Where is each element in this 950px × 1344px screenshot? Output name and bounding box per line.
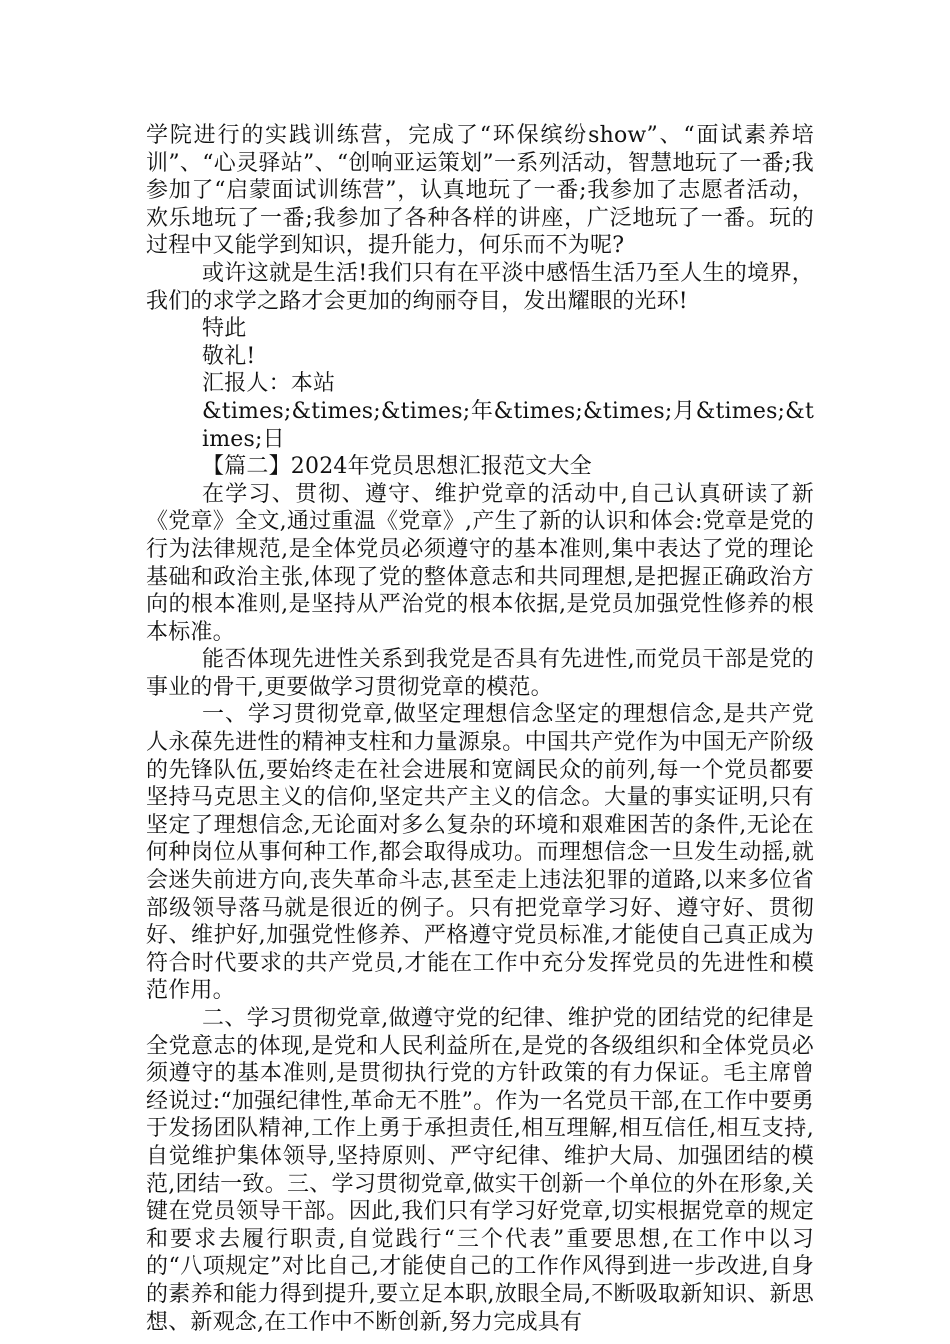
date-line: &times;&times;&times;年&times;&times;月&times;&times;日 xyxy=(202,398,814,452)
paragraph-advanced-nature: 能否体现先进性关系到我党是否具有先进性,而党员干部是党的事业的骨干,更要做学习贯彻党章的模范。 xyxy=(146,647,814,700)
section-title-part-two: 【篇二】2024年党员思想汇报范文大全 xyxy=(202,454,592,480)
paragraph-discipline-and-unity: 二、学习贯彻党章,做遵守党的纪律、维护党的团结党的纪律是全党意志的体现,是党和人民利益所在,是党的各级组织和全体党员必须遵守的基本准则,是贯彻执行党的方针政策的有力保证。毛主席曾经说过:“加强纪律性,革命无不胜”。作为一名党员干部,在工作中要勇于发扬团队精神,工作上勇于承担责任,相互理解,相互信任,相互支持,自觉维护集体领导,坚持原则、严守纪律、维护大局、加强团结的模范,团结一致。三、学习贯彻党章,做实干创新一个单位的外在形象,关键在党员领导干部。因此,我们只有学习好党章,切实根据党章的规定和要求去履行职责,自觉践行“三个代表”重要思想,在工作中以习的“八项规定”对比自己,才能使自己的工作作风得到进一步改进,自身的素养和能力得到提升,要立足本职,放眼全局,不断吸取新知识、新思想、新观念,在工作中不断创新,努力完成具有 xyxy=(146,1006,814,1335)
reporter-line: 汇报人：本站 xyxy=(202,371,336,397)
paragraph-life-reflection: 或许这就是生活!我们只有在平淡中感悟生活乃至人生的境界，我们的求学之路才会更加的绚丽夺目，发出耀眼的光环! xyxy=(146,260,814,314)
closing-salute: 敬礼! xyxy=(202,343,256,369)
paragraph-practice-camp: 学院进行的实践训练营，完成了“环保缤纷show”、“面试素养培训”、“心灵驿站”、“创响亚运策划”一系列活动，智慧地玩了一番;我参加了“启蒙面试训练营”，认真地玩了一番;我参加了志愿者活动，欢乐地玩了一番;我参加了各种各样的讲座，广泛地玩了一番。玩的过程中又能学到知识，提升能力，何乐而不为呢? xyxy=(146,123,814,259)
closing-tecì: 特此 xyxy=(202,316,247,342)
document-body xyxy=(146,122,814,1336)
paragraph-ideals-and-beliefs: 一、学习贯彻党章,做坚定理想信念坚定的理想信念,是共产党人永葆先进性的精神支柱和力量源泉。中国共产党作为中国无产阶级的先锋队伍,要始终走在社会进展和宽阔民众的前列,每一个党员都要坚持马克思主义的信仰,坚定共产主义的信念。大量的事实证明,只有坚定了理想信念,无论面对多么复杂的环境和艰难困苦的条件,无论在何种岗位从事何种工作,都会取得成功。而理想信念一旦发生动摇,就会迷失前进方向,丧失革命斗志,甚至走上违法犯罪的道路,以来多位省部级领导落马就是很近的例子。只有把党章学习好、遵守好、贯彻好、维护好,加强党性修养、严格遵守党员标准,才能使自己真正成为符合时代要求的共产党员,才能在工作中充分发挥党员的先进性和模范作用。 xyxy=(146,702,814,1004)
paragraph-party-constitution-study: 在学习、贯彻、遵守、维护党章的活动中,自己认真研读了新《党章》全文,通过重温《党章》,产生了新的认识和体会:党章是党的行为法律规范,是全体党员必须遵守的基本准则,集中表达了党的理论基础和政治主张,体现了党的整体意志和共同理想,是把握正确政治方向的根本准则,是坚持从严治党的根本依据,是党员加强党性修养的根本标准。 xyxy=(146,481,814,645)
